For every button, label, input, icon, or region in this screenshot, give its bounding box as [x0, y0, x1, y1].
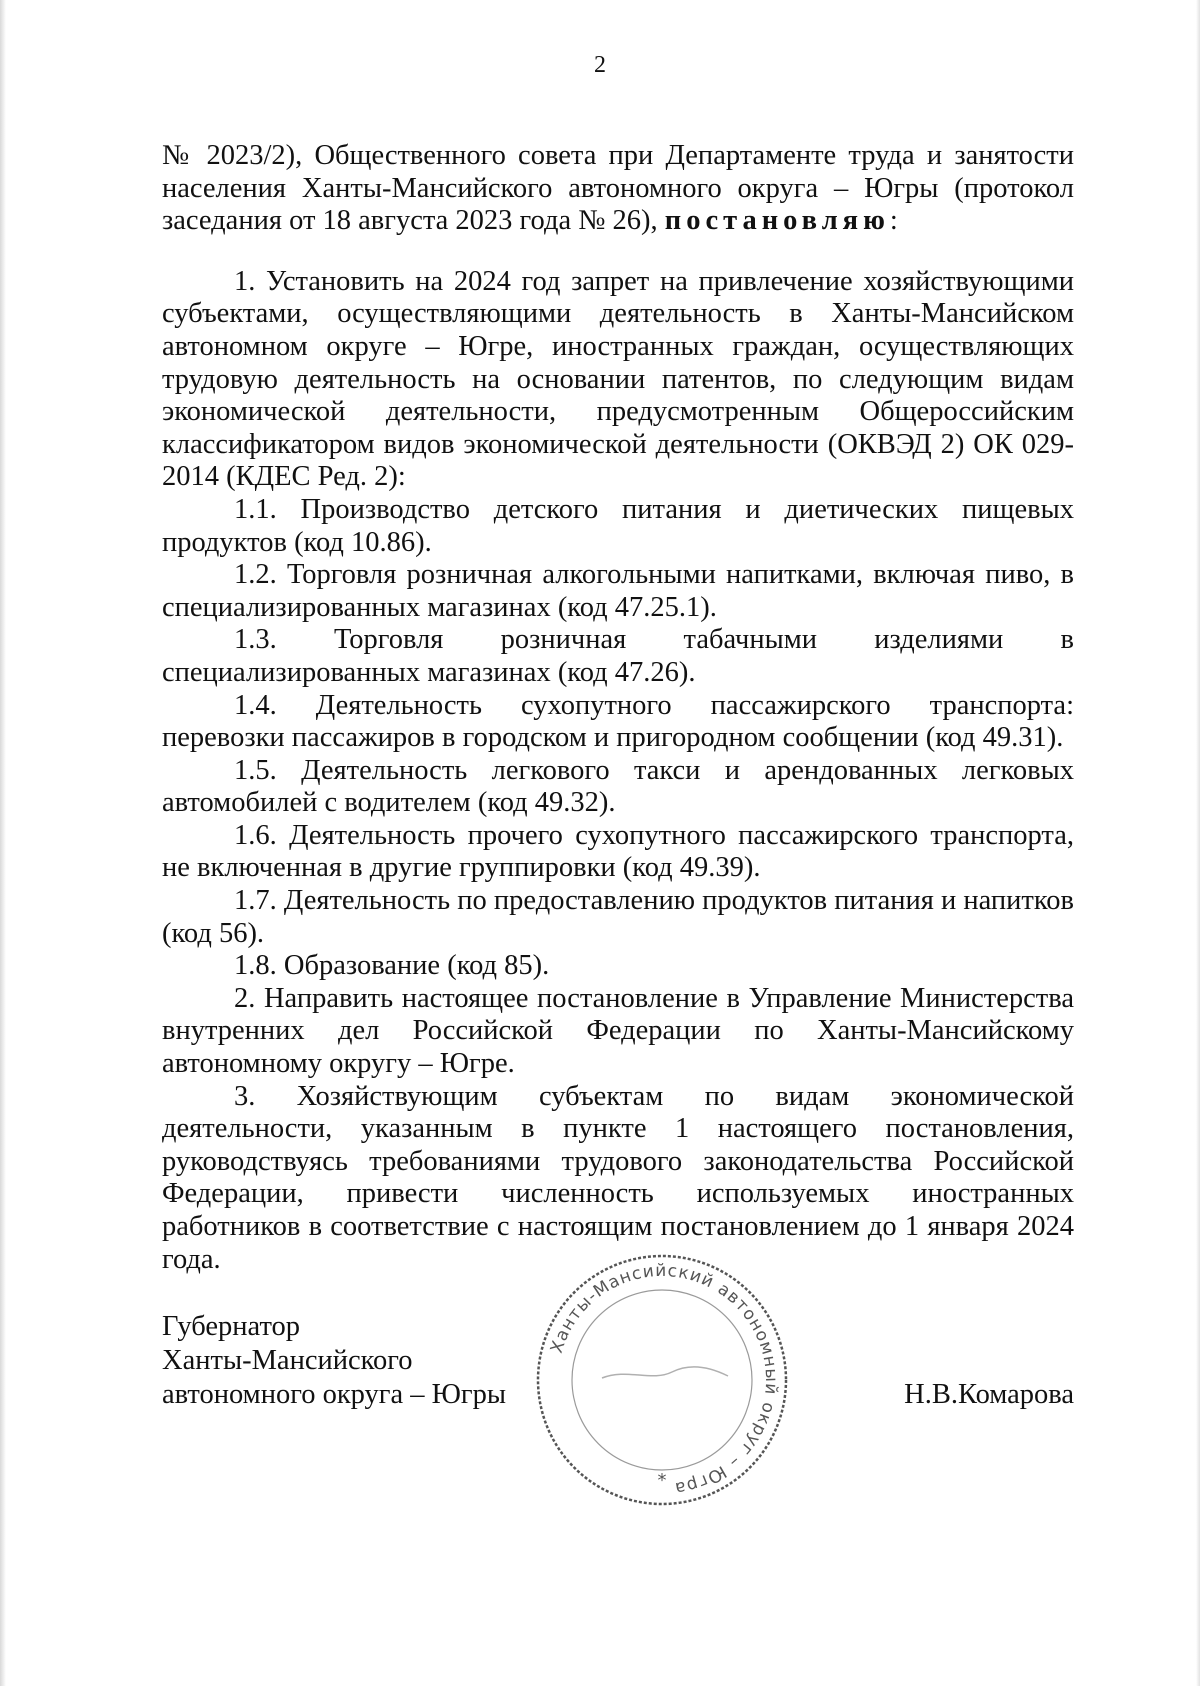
paragraph-1: 1. Установить на 2024 год запрет на привлечение хозяйствующими субъектами, осуществляющими деятельность в Ханты-Мансийском автономном округе – Югре, иностранных граждан, осуществляющих трудовую деятельность на основании патентов, по следующим видам экономической деятельности, предусмотренным Общероссийским классификатором видов экономической деятельности (ОКВЭД 2) ОК 029-2014 (КДЕС Ред. 2): [162, 265, 1074, 493]
page-number: 2 [594, 52, 606, 78]
seal-outer-ring [538, 1256, 786, 1504]
paragraph-1-2: 1.2. Торговля розничная алкогольными напитками, включая пиво, в специализированных магазинах (код 47.25.1). [162, 559, 1074, 623]
document-body [162, 140, 1074, 1276]
resolve-word: постановляю [664, 205, 890, 237]
paragraph-1-6: 1.6. Деятельность прочего сухопутного пассажирского транспорта, не включенная в другие группировки (код 49.39). [162, 819, 1074, 884]
paragraph-1-4: 1.4. Деятельность сухопутного пассажирского транспорта: перевозки пассажиров в городском и пригородном сообщении (код 49.31). [162, 689, 1074, 754]
scan-edge-left [0, 0, 6, 1686]
paragraph-3: 3. Хозяйствующим субъектам по видам экономической деятельности, указанным в пункте 1 настоящего постановления, руководствуясь требованиями трудового законодательства Российской Федерации, привести численность используемых иностранных работников в соответствие с настоящим постановлением до 1 января 2024 года. [162, 1080, 1074, 1275]
paragraph-1-3: 1.3. Торговля розничная табачными изделиями в специализированных магазинах (код 47.26). [162, 624, 1074, 688]
official-seal-icon [532, 1250, 792, 1510]
paragraph-2: 2. Направить настоящее постановление в Управление Министерства внутренних дел Российской Федерации по Ханты-Мансийскому автономному округу – Югре. [162, 982, 1074, 1080]
intro-colon: : [889, 205, 898, 237]
intro-paragraph [162, 140, 1074, 238]
paragraph-1-7: 1.7. Деятельность по предоставлению продуктов питания и напитков (код 56). [162, 885, 1074, 949]
paragraph-1-8: 1.8. Образование (код 85). [234, 950, 550, 982]
signer-title-line-2: Ханты-Мансийского [162, 1345, 413, 1376]
signer-name: Н.В.Комарова [904, 1379, 1074, 1410]
signature-block [162, 1260, 1074, 1570]
signer-title-line-3: автономного округа – Югры [162, 1379, 507, 1410]
seal-star: * [657, 1470, 667, 1491]
signer-title-line-1: Губернатор [162, 1311, 301, 1342]
paragraph-1-5: 1.5. Деятельность легкового такси и арендованных легковых автомобилей с водителем (код 49.32). [162, 754, 1074, 819]
seal-signature-stroke [602, 1367, 728, 1378]
seal-ring-text [547, 1261, 781, 1498]
seal-ring-text-path: Ханты-Мансийский автономный округ – Югра [546, 1260, 782, 1499]
scan-edge-right [1196, 0, 1200, 1686]
paragraph-1-1: 1.1. Производство детского питания и диетических пищевых продуктов (код 10.86). [162, 493, 1074, 558]
intro-text: № 2023/2), Общественного совета при Департаменте труда и занятости населения Ханты-Мансийского автономного округа – Югры (протокол заседания от 18 августа 2023 года № 26), [162, 140, 1074, 237]
signer-title [162, 1310, 562, 1412]
seal-inner-ring [572, 1290, 752, 1470]
